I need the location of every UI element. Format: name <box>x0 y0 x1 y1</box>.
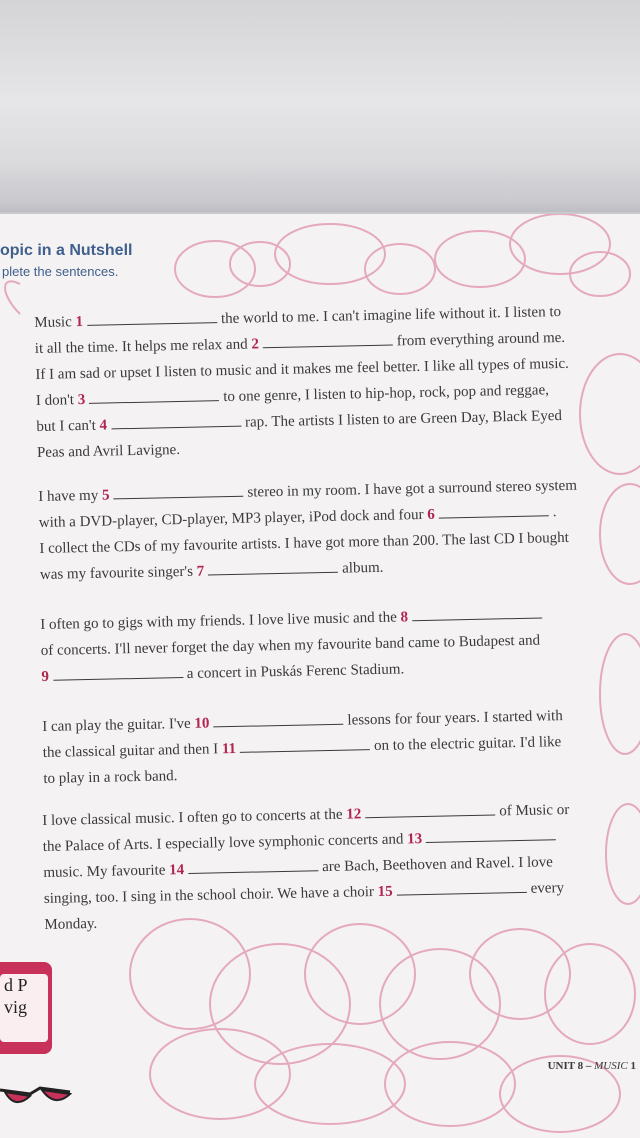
gap-number: 4 <box>99 417 108 434</box>
workbook-page <box>0 212 640 1138</box>
gap-number: 15 <box>377 883 393 900</box>
gap-number: 2 <box>251 336 260 353</box>
text: I have my <box>38 487 99 505</box>
text: lessons for four years. I started with <box>347 708 563 729</box>
text: of Music or <box>499 801 570 820</box>
gap-number: 5 <box>101 487 110 504</box>
gap-number: 11 <box>221 740 237 758</box>
instruction-text: plete the sentences. <box>2 264 119 279</box>
text: of concerts. I'll never forget the day when my favourite band came to Budapest and <box>40 632 541 659</box>
text: Music <box>34 314 72 331</box>
page-number: 1 <box>630 1060 636 1072</box>
unit-label: UNIT 8 <box>547 1060 584 1072</box>
text: I often go to gigs with my friends. I love live music and the <box>40 609 397 633</box>
text: . <box>552 504 557 521</box>
text: the Palace of Arts. I especially love symphonic concerts and <box>42 831 404 855</box>
radio-screen <box>0 974 48 1042</box>
gap-number: 7 <box>196 563 205 580</box>
paragraph-3 <box>40 600 614 690</box>
section-label: MUSIC <box>594 1060 628 1072</box>
radio-illustration <box>0 962 52 1054</box>
paragraph-2 <box>38 472 612 588</box>
text: every <box>530 880 565 897</box>
gap-blank[interactable] <box>87 308 217 326</box>
gap-number: 13 <box>407 831 423 848</box>
text: stereo in my room. I have got a surround stereo system <box>247 477 578 501</box>
text: from everything around me. <box>396 329 566 350</box>
text: it all the time. It helps me relax and <box>34 336 248 357</box>
gap-blank[interactable] <box>240 735 370 753</box>
gap-number: 14 <box>168 862 185 879</box>
gap-number: 8 <box>400 609 409 626</box>
gap-blank[interactable] <box>208 558 338 576</box>
gap-blank[interactable] <box>188 856 318 874</box>
gap-number: 1 <box>75 313 84 331</box>
radio-text-line: vig <box>4 997 28 1017</box>
radio-text-line: d P <box>4 975 28 995</box>
gap-blank[interactable] <box>365 801 495 819</box>
text: rap. The artists I listen to are Green Day, Black Eyed <box>244 407 563 431</box>
gap-blank[interactable] <box>263 330 393 348</box>
text: I collect the CDs of my favourite artists. I have got more than 200. The last CD I bought <box>39 529 570 557</box>
gap-number: 10 <box>194 715 210 732</box>
gap-blank[interactable] <box>53 663 183 681</box>
text: I love classical music. I often go to concerts at the <box>42 806 343 829</box>
text: singing, too. I sing in the school choir. We have a choir <box>43 884 375 907</box>
text: are Bach, Beethoven and Ravel. I love <box>321 854 553 876</box>
gap-number: 6 <box>427 506 435 523</box>
page-heading: opic in a Nutshell <box>0 242 133 259</box>
gap-blank[interactable] <box>111 412 241 430</box>
text: the classical guitar and then I <box>42 741 219 761</box>
text: but I can't <box>36 417 96 435</box>
gap-blank[interactable] <box>213 710 343 728</box>
gap-blank[interactable] <box>412 603 542 621</box>
text: the world to me. I can't imagine life without it. I listen to <box>220 303 562 328</box>
text: album. <box>342 559 384 577</box>
page-footer: UNIT 8 – MUSIC 1 <box>547 1060 636 1072</box>
text: to one genre, I listen to hip-hop, rock, pop and reggae, <box>223 382 550 406</box>
text: I can play the guitar. I've <box>42 715 191 735</box>
paragraph-1 <box>34 298 609 466</box>
text: with a DVD-player, CD-player, MP3 player, iPod dock and four <box>38 506 424 531</box>
gap-number: 12 <box>346 806 362 823</box>
sunglasses-icon <box>0 1082 80 1112</box>
gap-number: 9 <box>41 668 50 685</box>
gap-blank[interactable] <box>439 501 549 518</box>
text: Monday. <box>44 915 98 933</box>
text: If I am sad or upset I listen to music and it makes me feel better. I like all types of music. <box>35 355 570 383</box>
text: Peas and Avril Lavigne. <box>36 441 181 461</box>
text: music. My favourite <box>43 862 166 881</box>
gap-blank[interactable] <box>426 825 556 843</box>
gap-blank[interactable] <box>89 386 219 404</box>
text: to play in a rock band. <box>43 768 178 787</box>
text: I don't <box>35 392 75 409</box>
text: a concert in Puskás Ferenc Stadium. <box>186 661 405 682</box>
paragraph-4 <box>42 702 616 792</box>
text: on to the electric guitar. I'd like <box>373 734 562 755</box>
paragraph-5 <box>42 796 617 938</box>
gap-number: 3 <box>77 391 86 409</box>
text: was my favourite singer's <box>39 563 194 583</box>
gap-blank[interactable] <box>396 878 526 896</box>
gap-blank[interactable] <box>113 482 243 500</box>
